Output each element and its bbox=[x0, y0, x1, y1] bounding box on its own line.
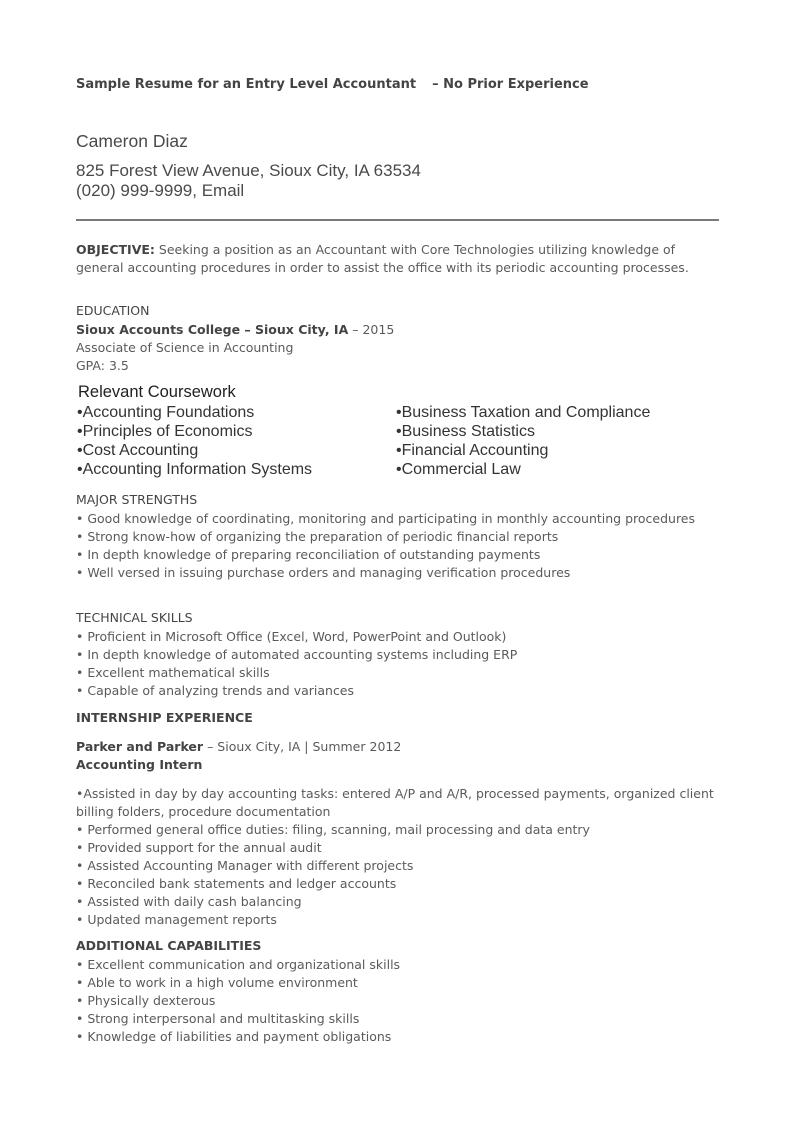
coursework-item: •Cost Accounting bbox=[77, 442, 199, 459]
technical-heading: TECHNICAL SKILLS bbox=[76, 610, 193, 625]
education-school: Sioux Accounts College – Sioux City, IA bbox=[76, 322, 349, 337]
internship-company-line bbox=[76, 738, 401, 756]
coursework-title: Relevant Coursework bbox=[78, 383, 236, 401]
objective-label: OBJECTIVE: bbox=[76, 242, 155, 257]
list-item: • Well versed in issuing purchase orders and managing verification procedures bbox=[76, 565, 571, 580]
technical-list bbox=[76, 628, 716, 700]
strengths-heading: MAJOR STRENGTHS bbox=[76, 492, 198, 507]
additional-heading: ADDITIONAL CAPABILITIES bbox=[76, 938, 262, 953]
internship-list bbox=[76, 785, 716, 929]
list-item: • Capable of analyzing trends and variances bbox=[76, 683, 355, 698]
list-item: • In depth knowledge of preparing reconciliation of outstanding payments bbox=[76, 547, 541, 562]
document-title bbox=[76, 77, 589, 92]
list-item: • Strong know-how of organizing the preparation of periodic financial reports bbox=[76, 529, 559, 544]
list-item: • Knowledge of liabilities and payment obligations bbox=[76, 1029, 392, 1044]
candidate-name: Cameron Diaz bbox=[76, 131, 188, 151]
coursework-item: •Business Taxation and Compliance bbox=[396, 404, 651, 421]
coursework-item: •Commercial Law bbox=[396, 461, 521, 478]
list-item: • In depth knowledge of automated accounting systems including ERP bbox=[76, 647, 518, 662]
internship-heading: INTERNSHIP EXPERIENCE bbox=[76, 710, 253, 725]
candidate-address: 825 Forest View Avenue, Sioux City, IA 63534 bbox=[76, 161, 421, 180]
header-divider bbox=[76, 219, 719, 221]
list-item: • Physically dexterous bbox=[76, 993, 216, 1008]
list-item: • Excellent mathematical skills bbox=[76, 665, 270, 680]
coursework-item: •Business Statistics bbox=[396, 423, 535, 440]
strengths-list bbox=[76, 510, 716, 582]
list-item: • Provided support for the annual audit bbox=[76, 840, 322, 855]
list-item: • Able to work in a high volume environment bbox=[76, 975, 358, 990]
document-title-suffix: – No Prior Experience bbox=[432, 77, 589, 92]
education-school-line bbox=[76, 321, 394, 339]
objective-text: Seeking a position as an Accountant with Core Technologies utilizing knowledge of general accounting procedures in order to assist the office with its periodic accounting processes. bbox=[76, 242, 689, 275]
list-item: • Reconciled bank statements and ledger accounts bbox=[76, 876, 397, 891]
objective-section bbox=[76, 241, 716, 277]
list-item: • Proficient in Microsoft Office (Excel, Word, PowerPoint and Outlook) bbox=[76, 629, 507, 644]
list-item: •Assisted in day by day accounting tasks: entered A/P and A/R, processed payments, organized client billing folders, procedure documentation bbox=[76, 786, 714, 819]
education-gpa: GPA: 3.5 bbox=[76, 358, 129, 373]
internship-company: Parker and Parker bbox=[76, 739, 204, 754]
coursework-item: •Financial Accounting bbox=[396, 442, 549, 459]
list-item: • Excellent communication and organizational skills bbox=[76, 957, 401, 972]
education-degree: Associate of Science in Accounting bbox=[76, 340, 294, 355]
candidate-phone-email: (020) 999-9999, Email bbox=[76, 181, 245, 200]
coursework-item: •Principles of Economics bbox=[77, 423, 253, 440]
list-item: • Performed general office duties: filing, scanning, mail processing and data entry bbox=[76, 822, 590, 837]
additional-list bbox=[76, 956, 716, 1046]
internship-location: – Sioux City, IA | Summer 2012 bbox=[207, 739, 402, 754]
coursework-left-column bbox=[77, 403, 312, 479]
list-item: • Strong interpersonal and multitasking skills bbox=[76, 1011, 360, 1026]
list-item: • Assisted with daily cash balancing bbox=[76, 894, 302, 909]
education-year: – 2015 bbox=[352, 322, 395, 337]
education-heading: EDUCATION bbox=[76, 303, 150, 318]
coursework-item: •Accounting Information Systems bbox=[77, 461, 313, 478]
internship-role: Accounting Intern bbox=[76, 757, 203, 772]
list-item: • Good knowledge of coordinating, monitoring and participating in monthly accounting procedures bbox=[76, 511, 696, 526]
list-item: • Updated management reports bbox=[76, 912, 277, 927]
coursework-right-column bbox=[396, 403, 650, 479]
list-item: • Assisted Accounting Manager with different projects bbox=[76, 858, 414, 873]
document-title-main: Sample Resume for an Entry Level Accountant bbox=[76, 77, 417, 92]
coursework-item: •Accounting Foundations bbox=[77, 404, 255, 421]
